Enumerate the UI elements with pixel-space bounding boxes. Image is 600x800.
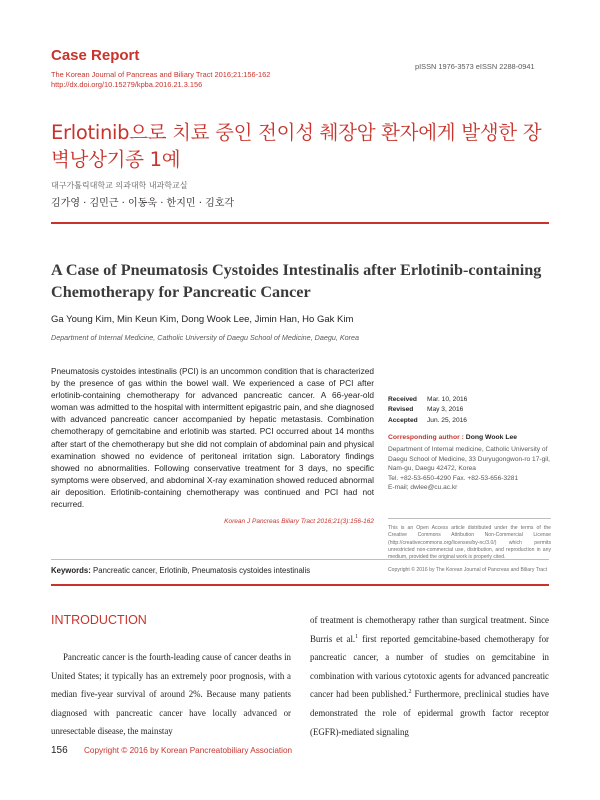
introduction-heading: INTRODUCTION (51, 613, 147, 627)
corresponding-author-heading (388, 434, 517, 441)
page-number: 156 (51, 745, 68, 756)
section-divider (51, 584, 549, 586)
keywords-label: Keywords: (51, 566, 91, 575)
corr-name: Dong Wook Lee (465, 434, 518, 441)
english-title: A Case of Pneumatosis Cystoides Intestinalis after Erlotinib-containing Chemotherapy for Pancreatic Cancer (51, 261, 542, 301)
sidebar-divider (388, 518, 551, 519)
intro-paragraph: Pancreatic cancer is the fourth-leading cause of cancer deaths in United States; it typically has an extremely poor prognosis, with a median five-year survival of around 2%. Because many patients diagnosed with pancreatic cancer have locally advanced or unresectable disease, the mainstay (51, 652, 291, 737)
journal-citation: The Korean Journal of Pancreas and Biliary Tract 2016;21:156-162 (51, 70, 271, 79)
intro-paragraph-cont: of treatment is chemotherapy rather than surgical treatment. Since Burris et al.$^1$ first reported gemcitabine-based chemotherapy for pancreatic cancer, a number of studies on gemcitabine in combination with various cytotoxic agents for advanced pancreatic cancer had been published.$^2$ Furthermore, preclinical studies have demonstrated the role of epidermal growth factor receptor (EGFR)-mediated signaling (310, 615, 550, 737)
reference-2[interactable]: 2 (408, 689, 412, 696)
sidebar-copyright: Copyright © 2016 by The Korean Journal of Pancreas and Biliary Tract (388, 567, 548, 573)
title-divider (51, 222, 549, 224)
korean-authors: 김가영 · 김민근 · 이동욱 · 한지민 · 김호각 (51, 198, 235, 209)
issn-numbers: pISSN 1976-3573 eISSN 2288-0941 (415, 62, 535, 71)
keywords-list: Pancreatic cancer, Erlotinib, Pneumatosis cystoides intestinalis (90, 566, 311, 575)
corresponding-author-details (388, 445, 551, 493)
date-accepted: Accepted Jun. 25, 2016 (388, 416, 467, 424)
open-access-notice: This is an Open Access article distributed under the terms of the Creative Commons Attribution Non-Commercial License (http://creativecommons.org/licenses/by-nc/3.0/) which permits unrestricted non-commercial use, distribution, and reproduction in any medium, provided the original work is properly cited. (388, 525, 551, 561)
korean-affiliation: 대구가톨릭대학교 의과대학 내과학교실 (51, 181, 188, 190)
article-type-label: Case Report (51, 47, 140, 64)
footer-copyright: Copyright © 2016 by Korean Pancreatobiliary Association (84, 746, 293, 755)
abstract-citation: Korean J Pancreas Biliary Tract 2016;21(3):156-162 (224, 518, 374, 525)
intro-right-column (310, 611, 549, 741)
corr-label: Corresponding author : (388, 434, 466, 441)
english-authors: Ga Young Kim, Min Keun Kim, Dong Wook Lee, Jimin Han, Ho Gak Kim (51, 314, 354, 325)
date-received: Received Mar. 10, 2016 (388, 396, 468, 403)
english-affiliation: Department of Internal Medicine, Catholic University of Daegu School of Medicine, Daegu, Korea (51, 333, 360, 342)
corr-email[interactable]: E-mail; dwlee@cu.ac.kr (388, 484, 458, 492)
corr-contact: Tel. +82-53-650-4290 Fax. +82-53-656-3281 (388, 474, 519, 482)
keywords (51, 566, 381, 575)
article-dates (388, 395, 467, 426)
reference-1[interactable]: 1 (355, 633, 359, 640)
intro-left-column (51, 648, 291, 741)
doi-link[interactable]: http://dx.doi.org/10.15279/kpba.2016.21.3.156 (51, 80, 203, 89)
corr-address: Department of Internal medicine, Catholic University of Daegu School of Medicine, 33 Duryugongwon-ro 17-gil, Nam-gu, Daegu 42472, Korea (388, 446, 551, 473)
abstract-text: Pneumatosis cystoides intestinalis (PCI) is an uncommon condition that is characterized by the presence of gas within the bowel wall. We experienced a case of PCI after erlotinib-containing chemotherapy for advanced pancreatic cancer. A 66-year-old woman was admitted to the hospital with intermittent epigastric pain, and she diagnosed with advanced pancreatic cancer accompanied by hepatic metastasis. Combination chemotherapy of gemcitabine and erlotinib was started. PCI occurred about 14 months after start of the chemotherapy but she did not complain of abdominal pain and physical examination showed no evidence of peritoneal irritation sign. Laboratory findings showed no abnormalities. Following conservative treatment for 3 days, no specific symptoms were observed, and abdominal X-ray examination showed reduced abnormal air deposition. Erlotinib-containing chemotherapy was continued and PCI had not recurred. (51, 366, 374, 510)
date-revised: Revised May 3, 2016 (388, 406, 464, 414)
korean-title: Erlotinib으로 치료 중인 전이성 췌장암 환자에게 발생한 장벽낭상기종 1예 (51, 121, 542, 171)
